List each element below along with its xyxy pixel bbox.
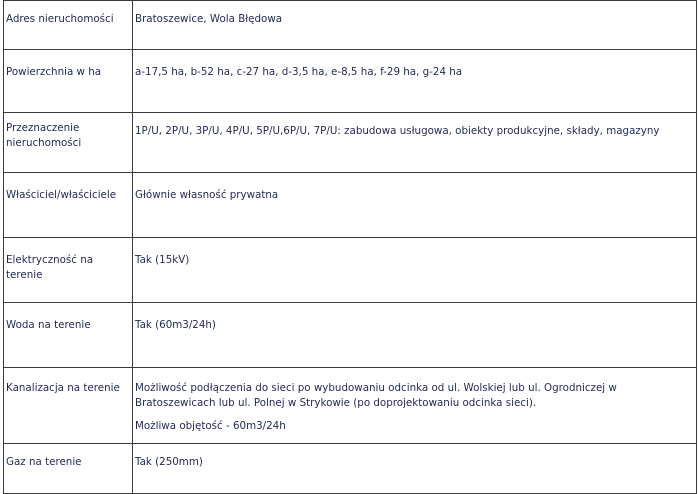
table-row-purpose [4,113,697,173]
row-label: Właściciel/właściciele [4,173,133,238]
row-value-text: Możliwość podłączenia do sieci po wybudowaniu odcinka od ul. Wolskiej lub ul. Ogrodniczej w Bratoszewicach lub ul. Polnej w Strykowie (po doprojektowaniu odcinka sieci). [135,382,617,409]
row-label: Elektryczność na terenie [4,238,133,303]
row-value-text: Głównie własność prywatna [135,189,279,201]
row-value [133,238,697,303]
property-info-table [3,0,697,494]
row-value [133,444,697,494]
row-value-text: Bratoszewice, Wola Błędowa [135,13,283,25]
table-row-gas [4,444,697,494]
row-value [133,50,697,113]
row-value-text: 1P/U, 2P/U, 3P/U, 4P/U, 5P/U,6P/U, 7P/U: zabudowa usługowa, obiekty produkcyjne, składy, magazyny [135,125,660,137]
row-value-text: a-17,5 ha, b-52 ha, c-27 ha, d-3,5 ha, e-8,5 ha, f-29 ha, g-24 ha [135,66,463,78]
table-row-owner [4,173,697,238]
row-value [133,1,697,50]
row-value [133,368,697,444]
row-value-text: Tak (60m3/24h) [135,319,216,331]
table-row-area [4,50,697,113]
table-row-sewage [4,368,697,444]
row-label: Adres nieruchomości [4,1,133,50]
row-label: Kanalizacja na terenie [4,368,133,444]
row-label: Woda na terenie [4,303,133,368]
row-label: Przeznaczenie nieruchomości [4,113,133,173]
row-value-text: Tak (250mm) [135,456,203,468]
table-row-address [4,1,697,50]
row-value [133,303,697,368]
row-value [133,113,697,173]
table-row-water [4,303,697,368]
row-label: Gaz na terenie [4,444,133,494]
row-label: Powierzchnia w ha [4,50,133,113]
row-value-text: Tak (15kV) [135,254,190,266]
row-value [133,173,697,238]
table-row-electricity [4,238,697,303]
row-value-text: Możliwa objętość - 60m3/24h [135,420,286,432]
